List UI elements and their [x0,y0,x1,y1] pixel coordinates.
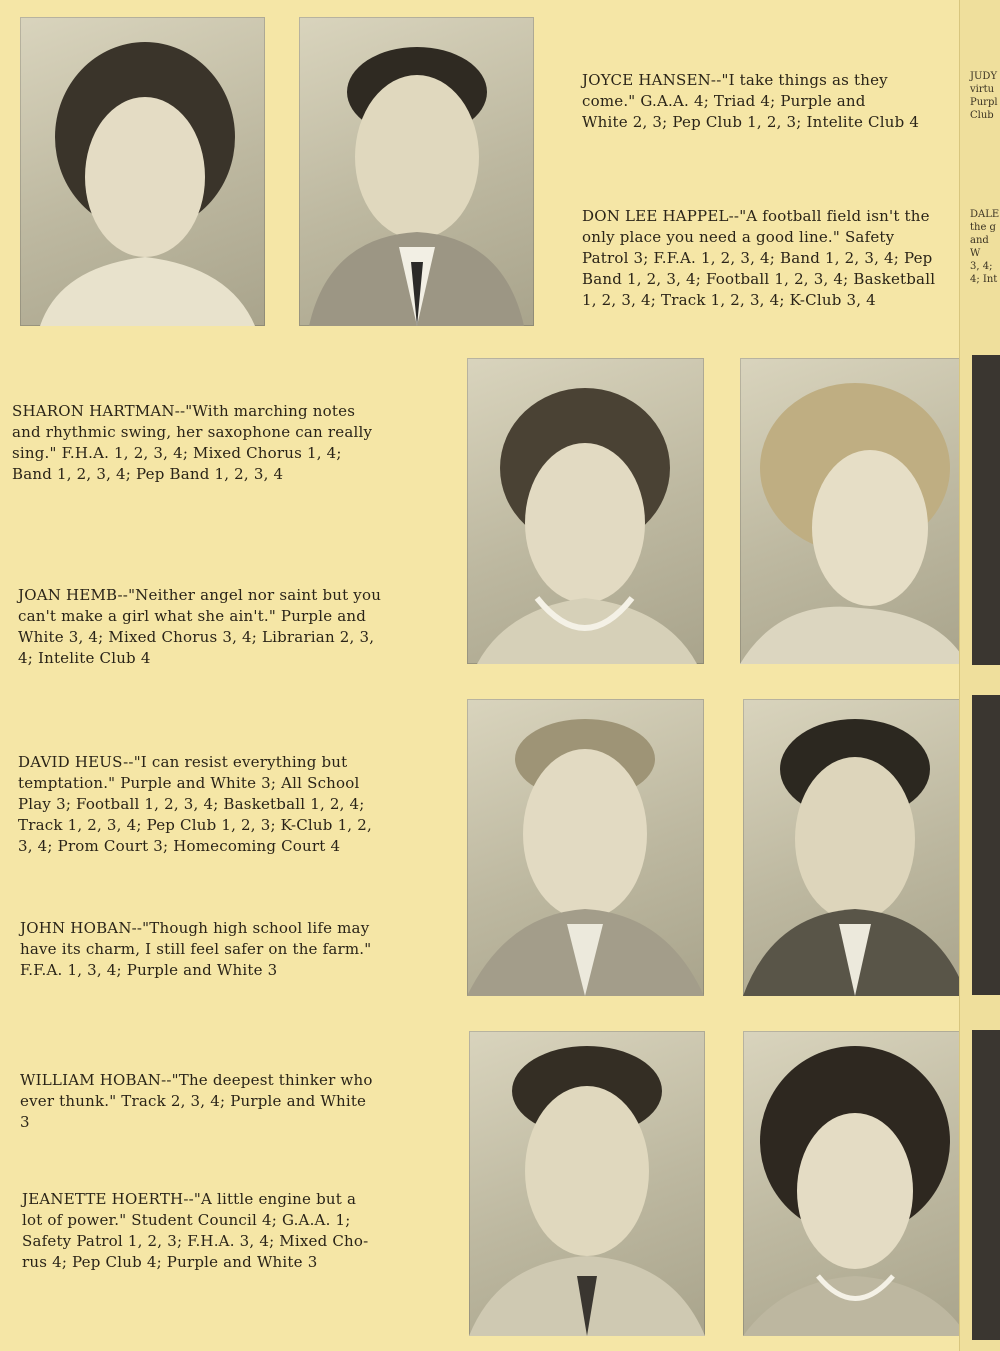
bio-sharon-hartman: SHARON HARTMAN--"With marching notes and rhythmic swing, her saxophone can really sing." F.H.A. 1, 2, 3, 4; Mixed Chorus 1, 4; Band 1, 2, 3, 4; Pep Band 1, 2, 3, 4 [12,402,373,483]
portrait-jeanette-hoerth [743,1031,967,1336]
adjacent-page-edge [959,0,1000,1351]
edge-photo-1 [972,355,1000,665]
edge-text-top: JUDY virtu Purpl Club [970,71,998,121]
bio-joan-hemb: JOAN HEMB--"Neither angel nor saint but you can't make a girl what she ain't." Purple and White 3, 4; Mixed Chorus 3, 4; Librarian 2, 3, 4; Intelite Club 4 [18,586,382,667]
edge-text-middle: DALE the g and W 3, 4; 4; Int [970,209,1000,285]
bio-david-heus: DAVID HEUS--"I can resist everything but temptation." Purple and White 3; All School Play 3; Football 1, 2, 3, 4; Basketball 1, 2, 4; Track 1, 2, 3, 4; Pep Club 1, 2, 3; K-Club 1, 2, 3, 4; Prom Court 3; Homecoming Court 4 [18,753,372,855]
bio-jeanette-hoerth: JEANETTE HOERTH--"A little engine but a lot of power." Student Council 4; G.A.A. 1; Safety Patrol 1, 2, 3; F.H.A. 3, 4; Mixed Cho- rus 4; Pep Club 4; Purple and White 3 [22,1190,369,1271]
portrait-sharon-hartman [467,358,704,664]
portrait-joyce-hansen [20,17,265,326]
portrait-joan-hemb [740,358,967,664]
bio-john-hoban: JOHN HOBAN--"Though high school life may have its charm, I still feel safer on the farm." F.F.A. 1, 3, 4; Purple and White 3 [20,919,372,979]
portrait-don-lee-happel [299,17,534,326]
edge-photo-3 [972,1030,1000,1340]
edge-photo-2 [972,695,1000,995]
portrait-david-heus [467,699,704,996]
bio-william-hoban: WILLIAM HOBAN--"The deepest thinker who ever thunk." Track 2, 3, 4; Purple and White 3 [20,1071,373,1131]
bio-don-lee-happel: DON LEE HAPPEL--"A football field isn't the only place you need a good line." Safety Patrol 3; F.F.A. 1, 2, 3, 4; Band 1, 2, 3, 4; Pep Band 1, 2, 3, 4; Football 1, 2, 3, 4; Basketball 1, 2, 3, 4; Track 1, 2, 3, 4; K-Club 3, 4 [582,207,936,309]
portrait-john-hoban [743,699,967,996]
bio-joyce-hansen: JOYCE HANSEN--"I take things as they come." G.A.A. 4; Triad 4; Purple and White 2, 3; Pep Club 1, 2, 3; Intelite Club 4 [582,71,920,131]
portrait-william-hoban [469,1031,705,1336]
